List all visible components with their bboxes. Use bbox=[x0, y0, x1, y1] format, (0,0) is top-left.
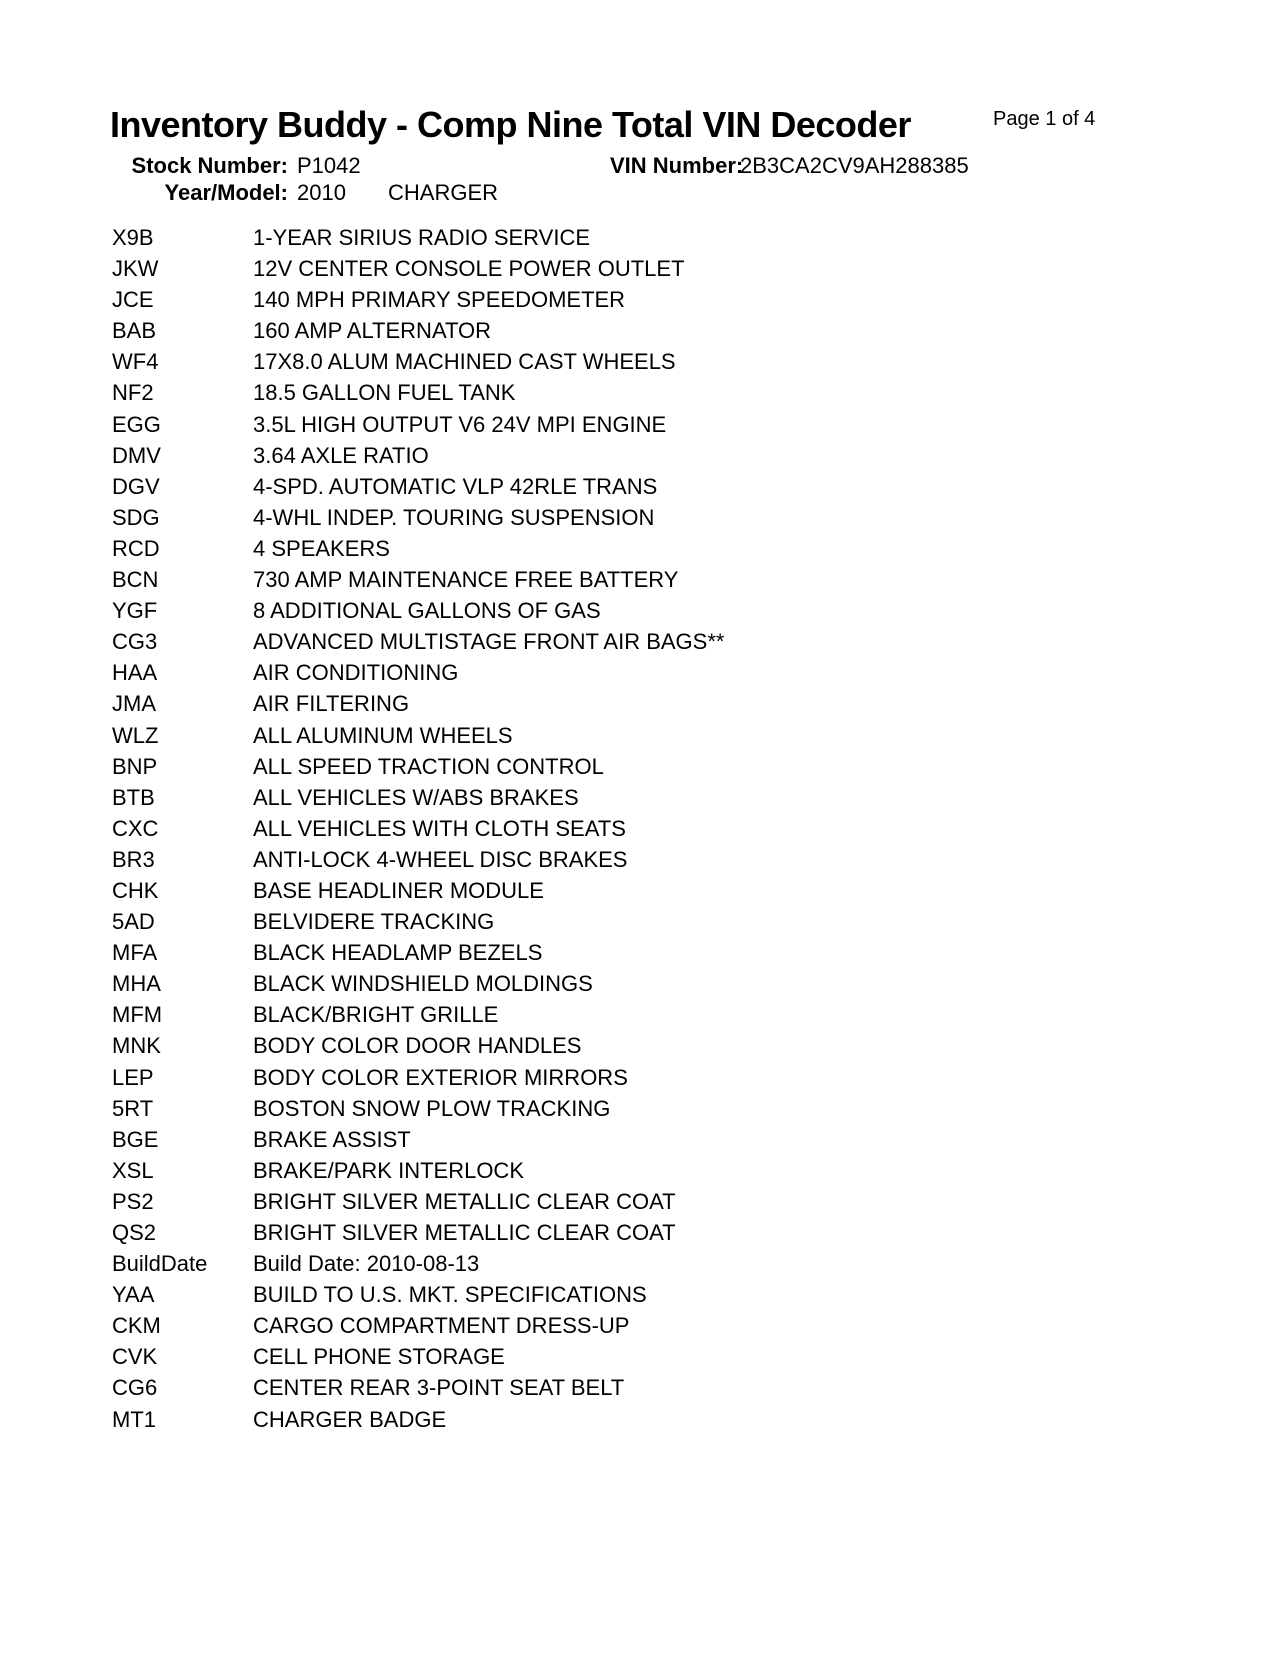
option-description: 1-YEAR SIRIUS RADIO SERVICE bbox=[253, 225, 591, 250]
option-description: ALL VEHICLES W/ABS BRAKES bbox=[253, 784, 579, 810]
option-code: 5AD bbox=[112, 909, 155, 935]
option-code: CVK bbox=[112, 1344, 158, 1370]
option-code: LEP bbox=[112, 1064, 154, 1090]
option-code: X9B bbox=[112, 225, 154, 250]
option-row bbox=[0, 533, 1280, 564]
option-description: BELVIDERE TRACKING bbox=[253, 909, 495, 935]
option-description: 4 SPEAKERS bbox=[253, 535, 390, 561]
option-description: ALL VEHICLES WITH CLOTH SEATS bbox=[253, 815, 626, 841]
option-row bbox=[0, 844, 1280, 875]
option-code: BCN bbox=[112, 567, 159, 593]
option-row bbox=[0, 1124, 1280, 1155]
option-row bbox=[0, 409, 1280, 440]
year-value: 2010 bbox=[297, 180, 346, 205]
option-row bbox=[0, 1372, 1280, 1403]
vin-number-value: 2B3CA2CV9AH288385 bbox=[740, 153, 969, 178]
option-code: EGG bbox=[112, 411, 161, 437]
option-code: HAA bbox=[112, 660, 158, 686]
stock-number-label: Stock Number: bbox=[131, 153, 288, 178]
option-code: WF4 bbox=[112, 349, 159, 375]
year-model-label: Year/Model: bbox=[164, 180, 288, 205]
option-row bbox=[0, 315, 1280, 346]
option-description: 3.5L HIGH OUTPUT V6 24V MPI ENGINE bbox=[253, 411, 667, 437]
option-row bbox=[0, 688, 1280, 719]
option-description: BASE HEADLINER MODULE bbox=[253, 877, 544, 903]
option-row bbox=[0, 968, 1280, 999]
option-row bbox=[0, 875, 1280, 906]
page-number-indicator: Page 1 of 4 bbox=[993, 108, 1096, 130]
option-description: 17X8.0 ALUM MACHINED CAST WHEELS bbox=[253, 349, 676, 375]
option-row bbox=[0, 253, 1280, 284]
option-code-list bbox=[0, 222, 1280, 1435]
option-code: RCD bbox=[112, 535, 160, 561]
option-code: WLZ bbox=[112, 722, 159, 748]
option-description: BODY COLOR EXTERIOR MIRRORS bbox=[253, 1064, 628, 1090]
option-code: BGE bbox=[112, 1126, 159, 1152]
option-description: BLACK HEADLAMP BEZELS bbox=[253, 940, 543, 966]
option-description: BRIGHT SILVER METALLIC CLEAR COAT bbox=[253, 1220, 676, 1245]
option-row bbox=[0, 377, 1280, 408]
option-code: MFM bbox=[112, 1002, 163, 1028]
option-row bbox=[0, 1186, 1280, 1217]
option-description: 140 MPH PRIMARY SPEEDOMETER bbox=[253, 287, 626, 313]
option-row bbox=[0, 502, 1280, 533]
option-code: DMV bbox=[112, 442, 161, 468]
option-row bbox=[0, 1030, 1280, 1061]
option-description: Build Date: 2010-08-13 bbox=[253, 1251, 480, 1277]
option-row bbox=[0, 782, 1280, 813]
option-description: CHARGER BADGE bbox=[253, 1406, 447, 1432]
option-code: YAA bbox=[112, 1282, 155, 1308]
option-row bbox=[0, 1093, 1280, 1124]
option-code: MFA bbox=[112, 940, 158, 966]
option-row bbox=[0, 1155, 1280, 1186]
option-description: 4-SPD. AUTOMATIC VLP 42RLE TRANS bbox=[253, 473, 658, 499]
stock-number-value: P1042 bbox=[297, 153, 361, 178]
option-description: BRAKE ASSIST bbox=[253, 1126, 411, 1152]
option-description: CARGO COMPARTMENT DRESS-UP bbox=[253, 1313, 630, 1339]
option-code: CG3 bbox=[112, 629, 158, 655]
option-row bbox=[0, 1310, 1280, 1341]
option-description: BRAKE/PARK INTERLOCK bbox=[253, 1157, 524, 1183]
option-description: 8 ADDITIONAL GALLONS OF GAS bbox=[253, 598, 601, 624]
option-code: MNK bbox=[112, 1033, 161, 1059]
option-row bbox=[0, 346, 1280, 377]
option-code: SDG bbox=[112, 504, 160, 530]
option-description: ALL ALUMINUM WHEELS bbox=[253, 722, 513, 748]
option-code: BTB bbox=[112, 784, 155, 810]
option-description: BLACK WINDSHIELD MOLDINGS bbox=[253, 971, 593, 997]
option-row bbox=[0, 813, 1280, 844]
option-description: 3.64 AXLE RATIO bbox=[253, 442, 429, 468]
option-code: JCE bbox=[112, 287, 154, 313]
option-description: BRIGHT SILVER METALLIC CLEAR COAT bbox=[253, 1188, 676, 1214]
option-description: 12V CENTER CONSOLE POWER OUTLET bbox=[253, 256, 685, 282]
option-row bbox=[0, 1217, 1280, 1248]
option-code: 5RT bbox=[112, 1095, 154, 1121]
option-description: BLACK/BRIGHT GRILLE bbox=[253, 1002, 499, 1028]
option-description: 18.5 GALLON FUEL TANK bbox=[253, 380, 516, 406]
option-description: CELL PHONE STORAGE bbox=[253, 1344, 505, 1370]
vin-number-label: VIN Number: bbox=[610, 153, 744, 178]
option-code: MHA bbox=[112, 971, 161, 997]
option-description: CENTER REAR 3-POINT SEAT BELT bbox=[253, 1375, 625, 1401]
option-row bbox=[0, 595, 1280, 626]
option-code: PS2 bbox=[112, 1188, 154, 1214]
option-row bbox=[0, 906, 1280, 937]
option-row bbox=[0, 626, 1280, 657]
option-description: AIR FILTERING bbox=[253, 691, 410, 717]
option-description: 4-WHL INDEP. TOURING SUSPENSION bbox=[253, 504, 655, 530]
option-code: QS2 bbox=[112, 1220, 157, 1245]
option-row bbox=[0, 1279, 1280, 1310]
option-description: ALL SPEED TRACTION CONTROL bbox=[253, 753, 604, 779]
option-row bbox=[0, 1341, 1280, 1372]
option-code: BuildDate bbox=[112, 1251, 208, 1277]
option-code: YGF bbox=[112, 598, 158, 624]
option-code: CXC bbox=[112, 815, 159, 841]
model-value: CHARGER bbox=[388, 180, 499, 205]
option-row bbox=[0, 284, 1280, 315]
option-code: MT1 bbox=[112, 1406, 156, 1432]
option-row bbox=[0, 999, 1280, 1030]
option-code: XSL bbox=[112, 1157, 154, 1183]
option-description: BUILD TO U.S. MKT. SPECIFICATIONS bbox=[253, 1282, 647, 1308]
option-code: JKW bbox=[112, 256, 159, 282]
option-code: NF2 bbox=[112, 380, 154, 406]
option-code: BNP bbox=[112, 753, 158, 779]
option-code: CKM bbox=[112, 1313, 161, 1339]
option-description: 160 AMP ALTERNATOR bbox=[253, 318, 492, 344]
option-row bbox=[0, 1248, 1280, 1279]
option-description: AIR CONDITIONING bbox=[253, 660, 459, 686]
option-code: CHK bbox=[112, 877, 159, 903]
option-row bbox=[0, 440, 1280, 471]
option-code: DGV bbox=[112, 473, 160, 499]
option-row bbox=[0, 1062, 1280, 1093]
option-row bbox=[0, 937, 1280, 968]
option-row bbox=[0, 1404, 1280, 1435]
option-description: ANTI-LOCK 4-WHEEL DISC BRAKES bbox=[253, 846, 628, 872]
option-row bbox=[0, 720, 1280, 751]
option-description: 730 AMP MAINTENANCE FREE BATTERY bbox=[253, 567, 679, 593]
option-code: BAB bbox=[112, 318, 157, 344]
page-title: Inventory Buddy - Comp Nine Total VIN Decoder bbox=[110, 104, 911, 145]
option-description: ADVANCED MULTISTAGE FRONT AIR BAGS** bbox=[253, 629, 725, 655]
option-description: BODY COLOR DOOR HANDLES bbox=[253, 1033, 582, 1059]
option-code: BR3 bbox=[112, 846, 155, 872]
option-description: BOSTON SNOW PLOW TRACKING bbox=[253, 1095, 611, 1121]
option-row bbox=[0, 471, 1280, 502]
option-code: CG6 bbox=[112, 1375, 158, 1401]
option-row bbox=[0, 751, 1280, 782]
option-row bbox=[0, 657, 1280, 688]
option-code: JMA bbox=[112, 691, 156, 717]
option-row bbox=[0, 222, 1280, 253]
option-row bbox=[0, 564, 1280, 595]
